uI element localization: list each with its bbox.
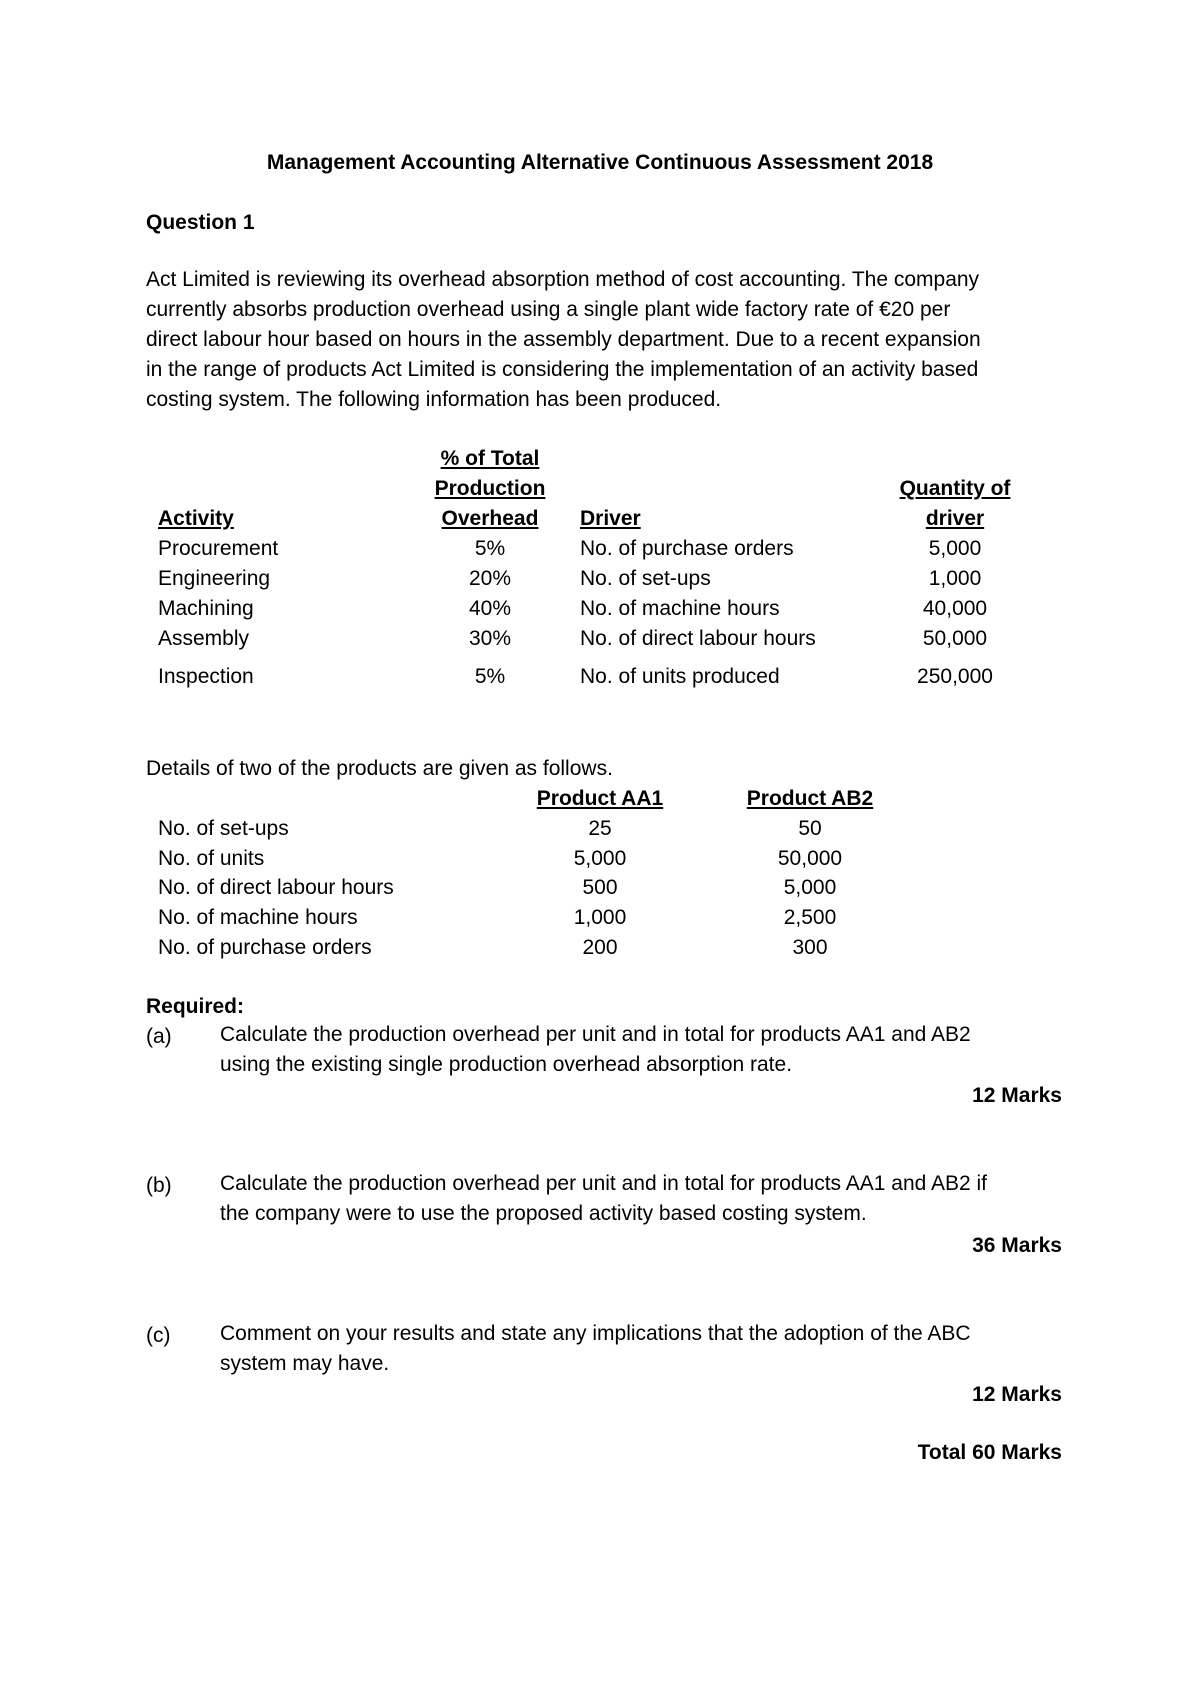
product-row-label: No. of direct labour hours bbox=[158, 876, 394, 899]
qty-cell: 5,000 bbox=[928, 537, 982, 560]
driver-cell: No. of set-ups bbox=[580, 567, 711, 590]
product-ab2-cell: 50,000 bbox=[777, 847, 843, 870]
part-marks: 36 Marks bbox=[972, 1234, 1062, 1257]
products-intro: Details of two of the products are given as follows. bbox=[146, 757, 613, 780]
product-aa1-cell: 1,000 bbox=[573, 906, 627, 929]
activity-cell: Assembly bbox=[158, 627, 250, 650]
intro-paragraph bbox=[146, 265, 1076, 415]
header-driver: Driver bbox=[580, 507, 641, 530]
part-line: using the existing single production overhead absorption rate. bbox=[220, 1053, 793, 1076]
pct-cell: 5% bbox=[474, 537, 506, 560]
product-ab2-cell: 300 bbox=[792, 936, 828, 959]
intro-line: Act Limited is reviewing its overhead absorption method of cost accounting. The company bbox=[146, 268, 980, 291]
part-line: system may have. bbox=[220, 1352, 390, 1375]
header-pct-line3: Overhead bbox=[441, 507, 539, 530]
product-aa1-cell: 200 bbox=[582, 936, 618, 959]
product-aa1-cell: 5,000 bbox=[573, 847, 627, 870]
driver-cell: No. of direct labour hours bbox=[580, 627, 816, 650]
part-label: (c) bbox=[146, 1324, 171, 1347]
header-pct-line1: % of Total bbox=[440, 447, 540, 470]
activity-cell: Inspection bbox=[158, 665, 254, 688]
driver-cell: No. of purchase orders bbox=[580, 537, 794, 560]
product-row-label: No. of purchase orders bbox=[158, 936, 372, 959]
product-aa1-cell: 25 bbox=[588, 817, 612, 840]
product-ab2-cell: 50 bbox=[798, 817, 822, 840]
qty-cell: 1,000 bbox=[928, 567, 982, 590]
pct-cell: 5% bbox=[474, 665, 506, 688]
driver-cell: No. of units produced bbox=[580, 665, 780, 688]
pct-cell: 30% bbox=[468, 627, 512, 650]
question-heading: Question 1 bbox=[146, 211, 255, 234]
product-aa1-cell: 500 bbox=[582, 876, 618, 899]
product-ab2-cell: 5,000 bbox=[783, 876, 837, 899]
part-line: Calculate the production overhead per unit and in total for products AA1 and AB2 if bbox=[220, 1172, 988, 1195]
part-label: (a) bbox=[146, 1025, 172, 1048]
intro-line: direct labour hour based on hours in the assembly department. Due to a recent expansion bbox=[146, 328, 981, 351]
qty-cell: 50,000 bbox=[922, 627, 988, 650]
header-qty-line1: Quantity of bbox=[899, 477, 1011, 500]
product-row-label: No. of units bbox=[158, 847, 265, 870]
total-marks: Total 60 Marks bbox=[917, 1441, 1062, 1464]
part-marks: 12 Marks bbox=[972, 1383, 1062, 1406]
part-label: (b) bbox=[146, 1174, 172, 1197]
header-activity: Activity bbox=[158, 507, 234, 530]
qty-cell: 40,000 bbox=[922, 597, 988, 620]
header-product-aa1: Product AA1 bbox=[536, 787, 664, 810]
part-line: Comment on your results and state any implications that the adoption of the ABC bbox=[220, 1322, 971, 1345]
product-row-label: No. of set-ups bbox=[158, 817, 289, 840]
required-heading: Required: bbox=[146, 995, 245, 1018]
activity-cell: Machining bbox=[158, 597, 254, 620]
document-title: Management Accounting Alternative Continuous Assessment 2018 bbox=[266, 151, 934, 174]
intro-line: in the range of products Act Limited is considering the implementation of an activity based bbox=[146, 358, 979, 381]
product-ab2-cell: 2,500 bbox=[783, 906, 837, 929]
header-product-ab2: Product AB2 bbox=[746, 787, 874, 810]
part-text bbox=[220, 1319, 1080, 1379]
qty-cell: 250,000 bbox=[917, 665, 993, 688]
part-marks: 12 Marks bbox=[972, 1084, 1062, 1107]
driver-cell: No. of machine hours bbox=[580, 597, 780, 620]
pct-cell: 20% bbox=[468, 567, 512, 590]
part-text bbox=[220, 1169, 1080, 1229]
header-qty-line2: driver bbox=[925, 507, 985, 530]
part-line: Calculate the production overhead per unit and in total for products AA1 and AB2 bbox=[220, 1023, 971, 1046]
activity-cell: Procurement bbox=[158, 537, 279, 560]
pct-cell: 40% bbox=[468, 597, 512, 620]
part-line: the company were to use the proposed activity based costing system. bbox=[220, 1202, 867, 1225]
intro-line: costing system. The following information has been produced. bbox=[146, 388, 722, 411]
product-row-label: No. of machine hours bbox=[158, 906, 358, 929]
activity-cell: Engineering bbox=[158, 567, 271, 590]
intro-line: currently absorbs production overhead using a single plant wide factory rate of €20 per bbox=[146, 298, 951, 321]
header-pct-line2: Production bbox=[434, 477, 546, 500]
part-text bbox=[220, 1020, 1080, 1080]
